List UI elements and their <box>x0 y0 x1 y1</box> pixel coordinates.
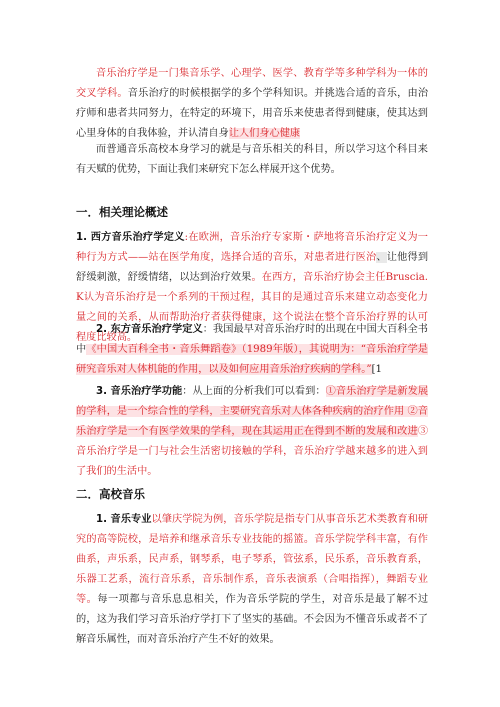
item3-label: 3. 音乐治疗学功能 <box>96 386 183 397</box>
item2-black: ：我国最早对音乐治疗时的出现在中国大百科全书中 <box>76 324 428 355</box>
section1-heading: 一．相关理论概述 <box>76 205 168 219</box>
item2-tail: [1 <box>371 364 383 375</box>
s2-item1-black: 每一项都与音乐息息相关，作为音乐学院的学生，对音乐是最了解不过的，这为我们学习音乐治疗学打下了坚实的基础。不会因为不懂音乐或者不了解音乐属性，而对音乐治疗产生不好的效果。 <box>76 594 429 645</box>
intro-red-text: 音乐治疗学是一门集音乐学、心理学、医学、教育学等多种学科为一体的交叉学科。 <box>76 68 428 99</box>
intro-paragraph-2 <box>76 140 428 180</box>
item3-red-highlight: ①音乐治疗学是新发展的学科，是一个综合性的学科，主要研究音乐对人体各种疾病的治疗作用 ②音乐治疗学是一个有医学效果的学科，现在其运用正在得到不断的发展和改进 <box>76 386 429 437</box>
intro-black-text: 音乐治疗的时候根据学的多个学科知识。并挑选合适的音乐，由治疗师和患者共同努力，在特定的环境下，用音乐来使患者得到健康，使其达到心里身体的自我体验，并认清自身 <box>76 88 429 139</box>
intro-paragraph-1 <box>76 64 428 144</box>
item3-red: ③音乐治疗学是一门与社会生活密切接触的学科，音乐治疗学越来越多的进入到了我们的生活中。 <box>76 426 428 477</box>
intro-paragraph-2-text: 而普通音乐高校本身学习的就是与音乐相关的科目，所以学习这个科目来有天赋的优势，下面让我们来研究下怎么样展开这个优势。 <box>76 144 428 175</box>
s2-item1-label: 1. 音乐专业 <box>96 514 152 525</box>
item1-red-b: 。在西方，音乐治疗协会主任Bruscia.K认为音乐治疗是一个系列的干预过程，其目的是通过音乐来建立动态变化力量之间的关系，从而帮助治疗者获得健康，这个说法在整个音乐治疗界的认可程度比较高。 <box>76 272 429 343</box>
section1-item2 <box>76 320 428 380</box>
item2-label: 2. 东方音乐治疗学定义 <box>96 324 203 335</box>
intro-highlight-text: 让人们身心健康 <box>228 128 301 139</box>
section2-item1 <box>76 510 428 650</box>
section1-item3 <box>76 382 428 482</box>
item2-red-highlight: 《中国大百科全书・音乐舞蹈卷》（1989年版），其说明为：“音乐治疗学是研究音乐对人体机能的作用，以及如何应用音乐治疗疾病的学科。” <box>76 344 428 375</box>
item1-gray: 、 <box>376 252 387 263</box>
section2-heading: 二．高校音乐 <box>76 487 145 501</box>
s2-item1-red: 以肇庆学院为例，音乐学院是指专门从事音乐艺术类教育和研究的高等院校，是培养和继承音乐专业技能的摇篮。音乐学院学科丰富，有作曲系，声乐系，民声系，钢琴系，电子琴系，管弦系，民乐系，音乐教育系，乐器工艺系，流行音乐系，音乐制作系，音乐表演系（合唱指挥），舞蹈专业等。 <box>76 514 428 605</box>
item1-label: 1. 西方音乐治疗学定义 <box>76 232 185 243</box>
item3-black: ：从上面的分析我们可以看到： <box>182 386 326 397</box>
item1-black-a: 让他得到舒缓刺激，舒缓情绪，以达到治疗效果 <box>76 252 429 283</box>
item1-red-a: :在欧洲，音乐治疗专家斯・萨地将音乐治疗定义为一种行为方式——站在医学角度，选择合适的音乐，对患者进行医治 <box>76 232 428 263</box>
